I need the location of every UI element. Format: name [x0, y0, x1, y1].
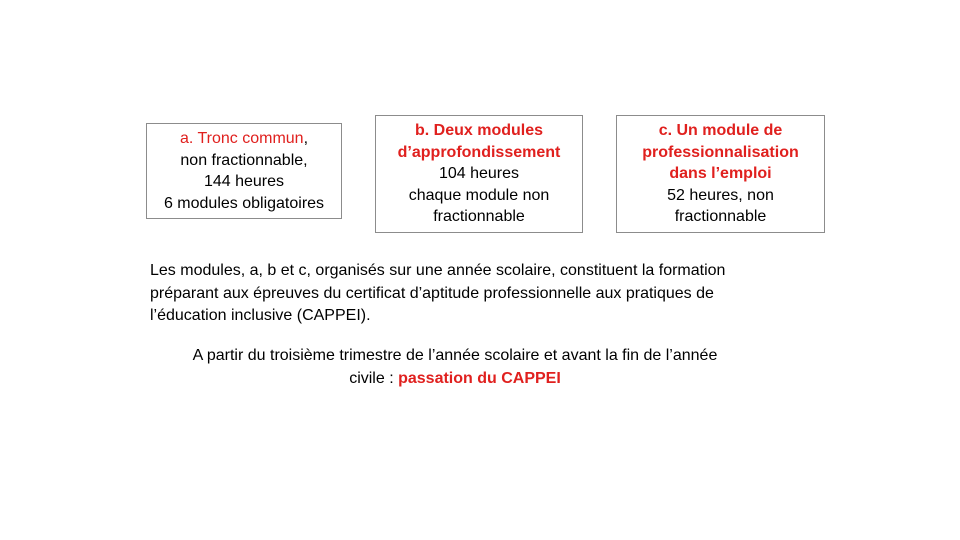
module-b-title-cont: d’approfondissement: [397, 143, 561, 161]
module-a-title-comma: ,: [303, 130, 309, 147]
module-c-title-cont: professionnalisation: [642, 143, 799, 161]
exam-schedule-line-1: A partir du troisième trimestre de l’année scolaire et avant la fin de l’année: [192, 347, 718, 364]
module-c-title-end: dans l’emploi: [669, 165, 772, 183]
module-a-title-text: a. Tronc commun: [179, 130, 304, 147]
formation-description-line-3: l’éducation inclusive (CAPPEI).: [150, 307, 371, 324]
exam-schedule: [130, 345, 780, 390]
module-a-modules-count: 6 modules obligatoires: [163, 194, 325, 212]
module-box-tronc-commun: [146, 123, 342, 219]
exam-schedule-prefix: civile :: [349, 369, 399, 387]
module-a-title: [180, 128, 308, 150]
module-box-professionnalisation: [616, 115, 825, 233]
exam-schedule-line-2: [130, 368, 780, 391]
module-a-hours: 144 heures: [203, 173, 285, 190]
formation-description-line-2: préparant aux épreuves du certificat d’aptitude professionnelle aux pratiques de: [150, 284, 714, 302]
module-c-detail: fractionnable: [674, 208, 767, 226]
formation-description-line-1: Les modules, a, b et c, organisés sur une année scolaire, constituent la formation: [150, 262, 726, 279]
formation-description: [150, 260, 820, 328]
module-c-hours: 52 heures, non: [667, 186, 774, 204]
module-b-title: b. Deux modules: [414, 122, 544, 140]
module-b-hours: 104 heures: [438, 165, 520, 183]
module-b-detail-cont: fractionnable: [433, 208, 525, 226]
module-box-approfondissement: [375, 115, 583, 233]
module-c-title: c. Un module de: [658, 122, 783, 140]
exam-highlight: passation du CAPPEI: [398, 369, 561, 387]
module-a-fractioning: non fractionnable,: [180, 151, 308, 169]
module-b-detail: chaque module non: [408, 186, 550, 204]
